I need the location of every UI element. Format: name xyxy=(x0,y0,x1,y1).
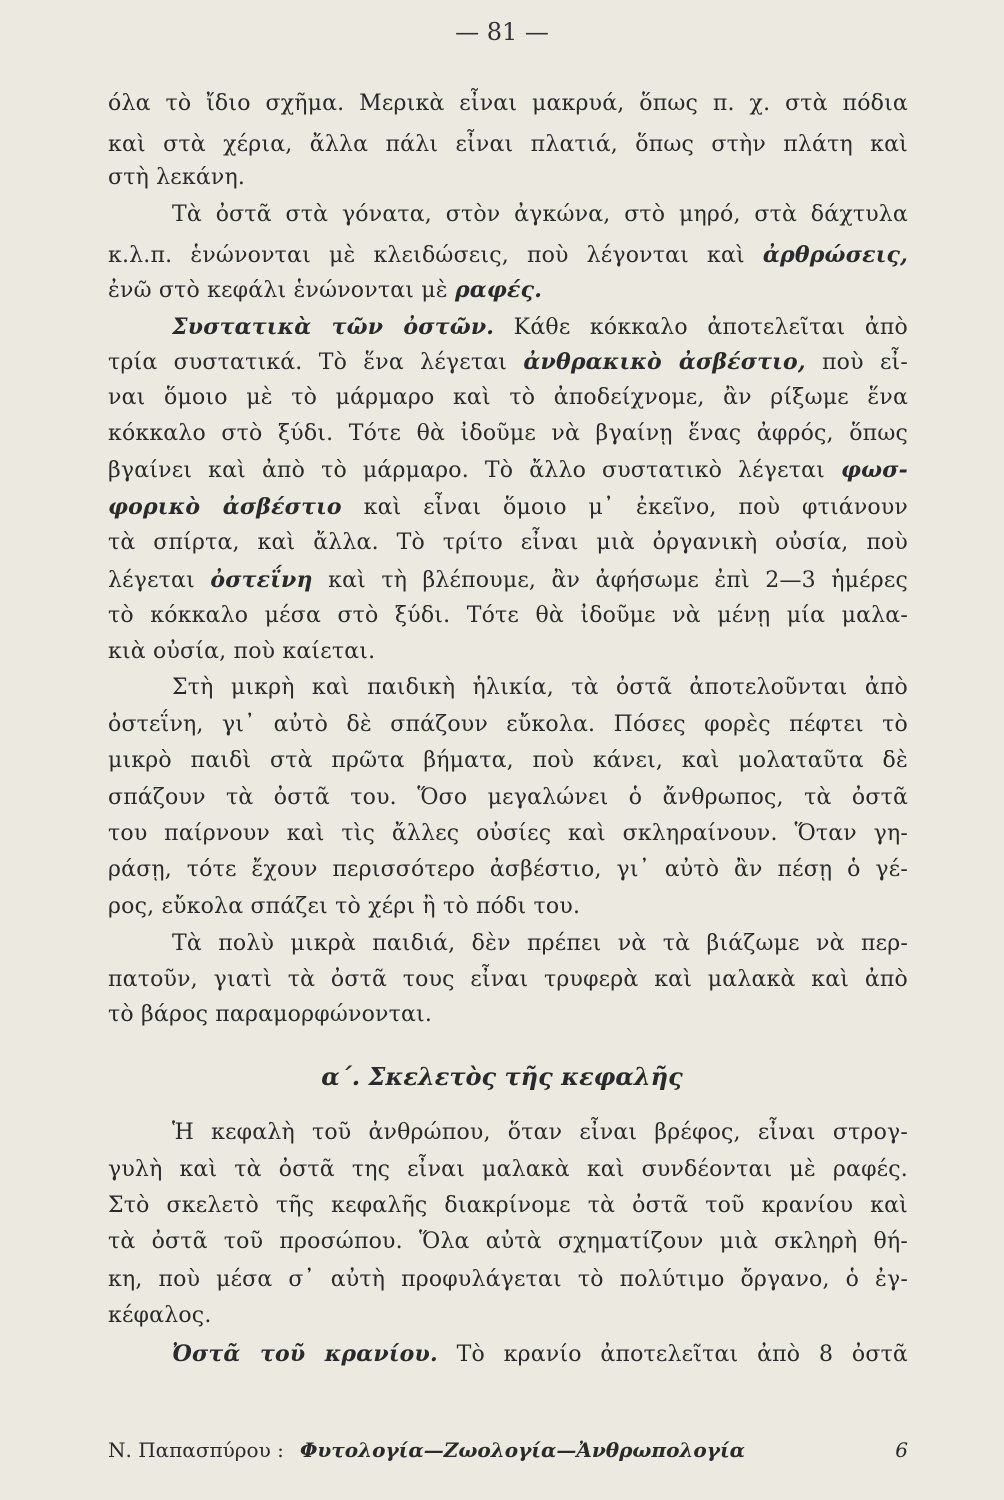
text-line xyxy=(108,891,908,925)
text-line xyxy=(108,454,908,488)
footer-subject: Φυτολογία—Ζωολογία—Ἀνθρωπολογία xyxy=(300,1438,746,1462)
text-span: κ.λ.π. ἑνώνονται μὲ κλειδώσεις, ποὺ λέγονται καὶ xyxy=(108,243,763,268)
text-line xyxy=(108,382,908,416)
emphasis-text: ραφές. xyxy=(454,277,543,303)
page-number: — 81 — xyxy=(455,18,549,46)
text-line xyxy=(108,964,908,998)
text-line xyxy=(108,491,908,525)
footer-author: Ν. Παπασπύρου : xyxy=(108,1438,284,1462)
text-line xyxy=(108,346,908,380)
text-line xyxy=(172,199,908,233)
text-span: τρία συστατικά. Τὸ ἕνα λέγεται xyxy=(108,350,524,375)
text-span: Κάθε κόκκαλο ἀποτελεῖται ἀπὸ xyxy=(494,315,908,340)
emphasis-text: ἀρθρώσεις, xyxy=(762,242,908,268)
text-span: κιὰ οὐσία, ποὺ καίεται. xyxy=(108,639,376,664)
text-span: τὰ σπίρτα, καὶ ἄλλα. Τὸ τρίτο εἶναι μιὰ ὀργανικὴ οὐσία, ποὺ xyxy=(108,530,908,555)
text-span: γυλὴ καὶ τὰ ὀστᾶ της εἶναι μαλακὰ καὶ συνδέονται μὲ ραφές. xyxy=(108,1157,908,1182)
text-span: κη, ποὺ μέσα σ᾽ αὐτὴ προφυλάγεται τὸ πολύτιμο ὄργανο, ὁ ἐγ- xyxy=(108,1267,908,1292)
text-line xyxy=(108,564,908,598)
text-span: λέγεται xyxy=(108,568,211,593)
text-span: κέφαλος. xyxy=(108,1303,212,1328)
text-span: σπάζουν τὰ ὀστᾶ του. Ὅσο μεγαλώνει ὁ ἄνθρωπος, τὰ ὀστᾶ xyxy=(108,785,908,810)
text-span: ράσῃ, τότε ἔχουν περισσότερο ἀσβέστιο, γι᾽ αὐτὸ ἂν πέσῃ ὁ γέ- xyxy=(108,857,908,882)
text-span: καὶ τὴ βλέπουμε, ἂν ἀφήσωμε ἐπὶ 2—3 ἡμέρες xyxy=(312,568,908,593)
text-span: τὸ βάρος παραμορφώνονται. xyxy=(108,1002,433,1027)
text-line xyxy=(108,1300,908,1334)
text-line xyxy=(172,928,908,962)
emphasis-text: Ὀστᾶ τοῦ κρανίου. xyxy=(172,1341,438,1367)
text-span: Στὸ σκελετὸ τῆς κεφαλῆς διακρίνομε τὰ ὀστᾶ τοῦ κρανίου καὶ xyxy=(108,1193,908,1218)
text-span: ρος, εὔκολα σπάζει τὸ χέρι ἢ τὸ πόδι του. xyxy=(108,894,581,919)
section-heading: α΄. Σκελετὸς τῆς κεφαλῆς xyxy=(321,1062,683,1091)
text-span: Τὸ κρανίο ἀποτελεῖται ἀπὸ 8 ὀστᾶ xyxy=(437,1342,908,1367)
text-span: καὶ εἶναι ὅμοιο μ᾽ ἐκεῖνο, ποὺ φτιάνουν xyxy=(341,495,908,520)
text-line xyxy=(172,1117,908,1151)
text-span: του παίρνουν καὶ τὶς ἄλλες οὐσίες καὶ σκληραίνουν. Ὅταν γη- xyxy=(108,821,908,846)
text-span: τὸ κόκκαλο μέσα στὸ ξύδι. Τότε θὰ ἰδοῦμε νὰ μένῃ μία μαλα- xyxy=(108,603,908,628)
emphasis-text: ἀνθρακικὸ ἀσβέστιο, xyxy=(523,349,806,375)
text-line xyxy=(108,818,908,852)
text-line xyxy=(172,672,908,706)
text-span: όλα τὸ ἴδιο σχῆμα. Μερικὰ εἶναι μακρυά, ὅπως π. χ. στὰ πόδια xyxy=(108,91,908,116)
text-span: ὀστεΐνη, γι᾽ αὐτὸ δὲ σπάζουν εὔκολα. Πόσες φορὲς πέφτει τὸ xyxy=(108,712,908,737)
text-line xyxy=(108,709,908,743)
text-span: στὴ λεκάνη. xyxy=(108,165,246,190)
text-span: Τὰ ὀστᾶ στὰ γόνατα, στὸν ἀγκώνα, στὸ μηρό, στὰ δάχτυλα xyxy=(172,202,908,227)
emphasis-text: φωσ- xyxy=(840,457,908,483)
text-span: κόκκαλο στὸ ξύδι. Τότε θὰ ἰδοῦμε νὰ βγαίνῃ ἕνας ἀφρός, ὅπως xyxy=(108,421,908,446)
text-line xyxy=(108,527,908,561)
text-line xyxy=(172,311,908,345)
text-span: πατοῦν, γιατὶ τὰ ὀστᾶ τους εἶναι τρυφερὰ καὶ μαλακὰ καὶ ἀπὸ xyxy=(108,967,908,992)
text-line xyxy=(108,129,908,163)
text-span: βγαίνει καὶ ἀπὸ τὸ μάρμαρο. Τὸ ἄλλο συστατικὸ λέγεται xyxy=(108,458,841,483)
text-line xyxy=(108,745,908,779)
emphasis-text: Συστατικὰ τῶν ὀστῶν. xyxy=(172,314,495,340)
text-line xyxy=(108,1154,908,1188)
text-span: ποὺ εἶ- xyxy=(805,350,908,375)
text-span: Τὰ πολὺ μικρὰ παιδιά, δὲν πρέπει νὰ τὰ βιάζωμε νὰ περ- xyxy=(172,931,908,956)
emphasis-text: ὀστεΐνη xyxy=(210,567,313,593)
text-line xyxy=(108,418,908,452)
text-span: τὰ ὀστᾶ τοῦ προσώπου. Ὅλα αὐτὰ σχηματίζουν μιὰ σκληρὴ θή- xyxy=(108,1229,908,1254)
text-line xyxy=(108,854,908,888)
text-line xyxy=(108,274,908,308)
page-footer xyxy=(108,1438,908,1468)
text-span: Στὴ μικρὴ καὶ παιδικὴ ἡλικία, τὰ ὀστᾶ ἀποτελοῦνται ἀπὸ xyxy=(172,675,908,700)
footer-signature: 6 xyxy=(895,1438,908,1462)
text-line xyxy=(108,600,908,634)
text-line xyxy=(108,636,908,670)
text-line xyxy=(108,999,908,1033)
text-line xyxy=(108,1190,908,1224)
text-span: καὶ στὰ χέρια, ἄλλα πάλι εἶναι πλατιά, ὅπως στὴν πλάτη καὶ xyxy=(108,132,908,157)
text-line xyxy=(108,1226,908,1260)
text-line xyxy=(108,239,908,273)
text-line xyxy=(108,162,908,196)
text-span: ἐνῶ στὸ κεφάλι ἑνώνονται μὲ xyxy=(108,278,455,303)
text-line xyxy=(108,88,908,122)
text-span: Ἡ κεφαλὴ τοῦ ἀνθρώπου, ὅταν εἶναι βρέφος, εἶναι στρογ- xyxy=(172,1120,908,1145)
text-line xyxy=(108,782,908,816)
text-line xyxy=(108,1264,908,1298)
text-line xyxy=(172,1338,908,1372)
text-span: ναι ὅμοιο μὲ τὸ μάρμαρο καὶ τὸ ἀποδείχνομε, ἂν ρίξωμε ἕνα xyxy=(108,385,908,410)
text-span: μικρὸ παιδὶ στὰ πρῶτα βήματα, ποὺ κάνει, καὶ μολαταῦτα δὲ xyxy=(108,748,908,773)
emphasis-text: φορικὸ ἀσβέστιο xyxy=(108,494,342,520)
